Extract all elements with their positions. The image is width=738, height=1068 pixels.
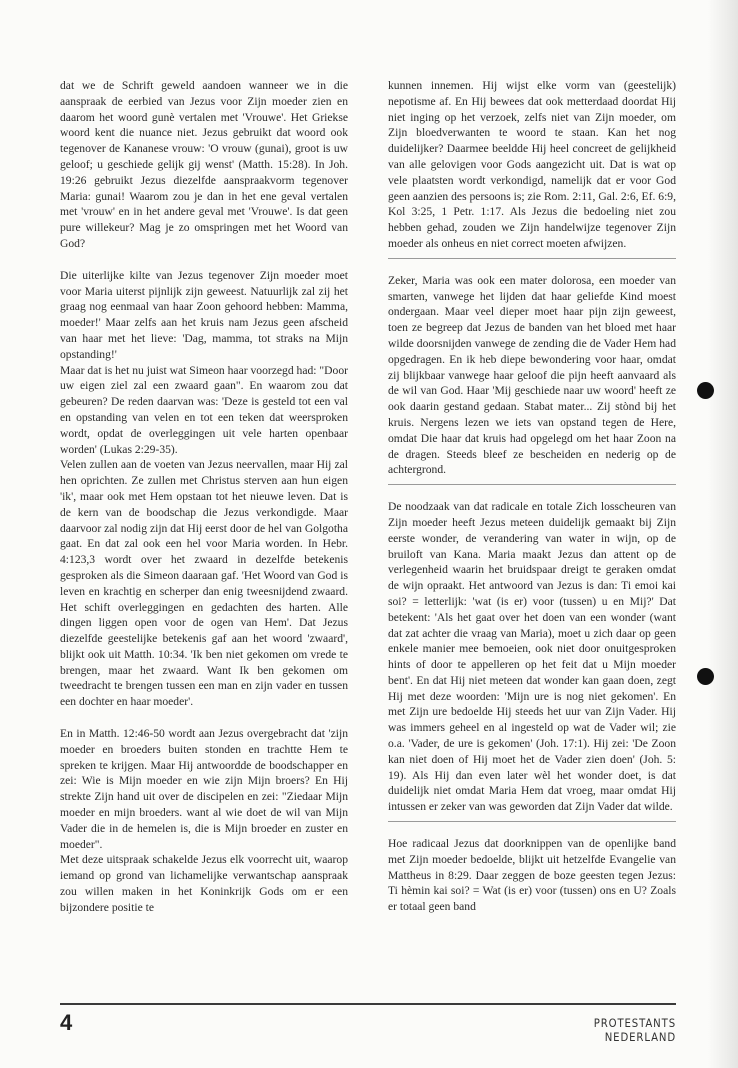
left-text-column xyxy=(60,78,348,916)
paragraph: De noodzaak van dat radicale en totale Zich losscheuren van Zijn moeder heeft Jezus meteen duidelijk gemaakt bij Zijn eerste wonder, de verandering van water in wijn, op de bruiloft van Kana. Maria maakt Jezus dan attent op de verlegenheid waarin het bruidspaar dreigt te geraken omdat de wijn opraakt. Het antwoord van Jezus is dan: Ti emoi kai soi? = letterlijk: 'wat (is er) voor (tussen) u en Mij?' Dat betekent: 'Als het gaat over het doen van een wonder (want dat zat achter die vraag van Maria), moet u zich daar op geen enkele manier mee bemoeien, ook niet door onuitgesproken hints of door te appelleren op het feit dat u Mijn moeder bent'. En dat Hij niet meteen dat wonder kan gaan doen, zegt Hij met deze woorden: 'Mijn ure is nog niet gekomen'. En met Zijn ure bedoelde Hij steeds het uur van Zijn Vader. Hij was immers geheel en al ingesteld op wat de Vader wil; zie o.a. 'Vader, de ure is gekomen' (Joh. 17:1). Hij zei: 'De Zoon kan niet doen of Hij moet het de Vader zien doen' (Joh. 5: 19). Als Hij dan even later wèl het wonder doet, is dat duidelijk niet omdat Maria Hem dat vroeg, maar omdat Hij intussen er zeker van was geworden dat Zijn Vader dat wilde. xyxy=(388,499,676,822)
punch-hole-icon xyxy=(697,382,714,399)
paragraph: Die uiterlijke kilte van Jezus tegenover Zijn moeder moet voor Maria uiterst pijnlijk zijn geweest. Natuurlijk zal zij het graag nog eenmaal van haar Zoon gehoord hebben: Mamma, moeder!' Maar zelfs aan het kruis nam Jezus geen afscheid van haar met het lieve: 'Dag, mamma, tot straks na Mijn opstanding!' xyxy=(60,268,348,361)
right-text-column xyxy=(388,78,676,915)
page-edge-shadow xyxy=(708,0,738,1068)
page-number: 4 xyxy=(60,1010,73,1035)
paragraph: Velen zullen aan de voeten van Jezus neervallen, maar Hij zal hen oprichten. Ze zullen met Christus sterven aan hun eigen 'ik', maar ook met Hem opstaan tot het nieuwe leven. Dat is de kern van de boodschap die Jezus verkondigde. Maar daarvoor zal nodig zijn dat Hij eerst door de hel van Golgotha gaat. En dat zal ook een hel voor Maria worden. In Hebr. 4:123,3 wordt over het zwaard in dezelfde betekenis gesproken als die Simeon daaraan gaf. 'Het Woord van God is leven en krachtig en scherper dan enig tweesnijdend zwaard. Het schift overleggingen en gedachten des harten. Alle dingen liggen open voor de ogen van Hem'. Dat Jezus diezelfde geestelijke betekenis gaf aan het woord 'zwaard', blijkt ook uit Matth. 10:34. 'Ik ben niet gekomen om vrede te brengen, maar het zwaard. Want Ik ben gekomen om tweedracht te brengen tussen een man en zijn vader en tussen een dochter en haar moeder'. xyxy=(60,458,348,709)
paragraph: dat we de Schrift geweld aandoen wanneer we in die aanspraak de eerbied van Jezus voor Zijn moeder zien en daarom het woord gunè vertalen met 'Vrouwe'. Het Griekse woord kent die nuance niet. Jezus gebruikt dat woord ook tegenover de Kananese vrouw: 'O vrouw (gunai), groot is uw geloof; u geschiede gelijk gij wenst' (Matth. 15:28). In Joh. 19:26 gebruikt Jezus diezelfde aanspraakvorm tegenover Maria: gunai! Waarom zou je dan in het ene geval vertalen met 'vrouw' en in het andere geval met 'Vrouwe'. Is dat geen pure willekeur? Mag je zo omspringen met het Woord van God? xyxy=(60,79,348,250)
paragraph: Hoe radicaal Jezus dat doorknippen van de openlijke band met Zijn moeder bedoelde, blijkt uit hetzelfde Evangelie van Mattheus in 8:29. Daar zeggen de boze geesten tegen Jezus: Ti hèmin kai soi? = Wat (is er) voor (tussen) ons en U? Zoals er totaal geen band xyxy=(388,837,676,914)
paragraph: En in Matth. 12:46-50 wordt aan Jezus overgebracht dat 'zijn moeder en broeders buiten stonden en trachtte Hem te spreken te krijgen. Maar Hij antwoordde de boodschapper en zei: Wie is Mijn moeder en wie zijn Mijn broers? En Hij strekte Zijn hand uit over de discipelen en zei: "Ziedaar Mijn moeder en mijn broeders. want al wie doet de wil van Mijn Vader die in de hemelen is, die is Mijn broeder en zuster en moeder". xyxy=(60,727,348,851)
paragraph: Zeker, Maria was ook een mater dolorosa, een moeder van smarten, vanwege het lijden dat haar geliefde Kind moest ondergaan. Maar veel dieper moet haar pijn zijn geweest, toen ze begreep dat Jezus de banden van het bloed met haar wilde doorsnijden vanwege de zending die de Vader Hem had opgedragen. En ik heb diepe bewondering voor haar, omdat zij blijkbaar vanwege haar geloof die pijn heeft aanvaard als de wil van God. Haar 'Mij geschiede naar uw woord' heeft ze ook daarin gestand gedaan. Stabat mater... Zij stònd bij het kruis. Nergens lezen we iets van opstand tegen de Here, omdat Die haar dat kruis had opgelegd om het haar Zoon na de dragen. Steeds bleef ze bescheiden en nederig op de achtergrond. xyxy=(388,273,676,485)
paragraph: kunnen innemen. Hij wijst elke vorm van (geestelijk) nepotisme af. En Hij bewees dat ook metterdaad doordat Hij niet inging op het verzoek, zelfs niet van Zijn moeder, om Zijn bloedverwanten te woord te staan. Kan het nog duidelijker? Daarmee beeldde Hij heel concreet de gelijkheid van alle gelovigen voor Gods aangezicht uit. Dat is wat op vele plaatsten wordt verkondigd, namelijk dat er voor God geen aanzien des persoons is; zie Rom. 2:11, Gal. 2:6, Ef. 6:9, Kol 3:25, 1 Petr. 1:17. Als Jezus die bedoeling niet zou hebben gehad, zouden we Zijn handelwijze tegenover Zijn moeder als onheus en niet correct moeten afwijzen. xyxy=(388,78,676,259)
paragraph: Met deze uitspraak schakelde Jezus elk voorrecht uit, waarop iemand op grond van lichamelijke verwantschap aanspraak zou willen maken in het Koninkrijk Gods om er een bijzondere positie te xyxy=(60,853,348,914)
punch-hole-icon xyxy=(697,668,714,685)
magazine-title: PROTESTANTS NEDERLAND xyxy=(593,1016,676,1044)
footer-rule xyxy=(60,1003,676,1005)
paragraph: Maar dat is het nu juist wat Simeon haar voorzegd had: "Door uw eigen ziel zal een zwaard gaan". En waarom zou dat gebeuren? De reden daarvan was: 'Deze is gesteld tot een val en opstanding van velen en tot een teken dat weersproken wordt, opdat de overleggingen uit vele harten openbaar worden' (Lukas 2:29-35). xyxy=(60,363,348,456)
